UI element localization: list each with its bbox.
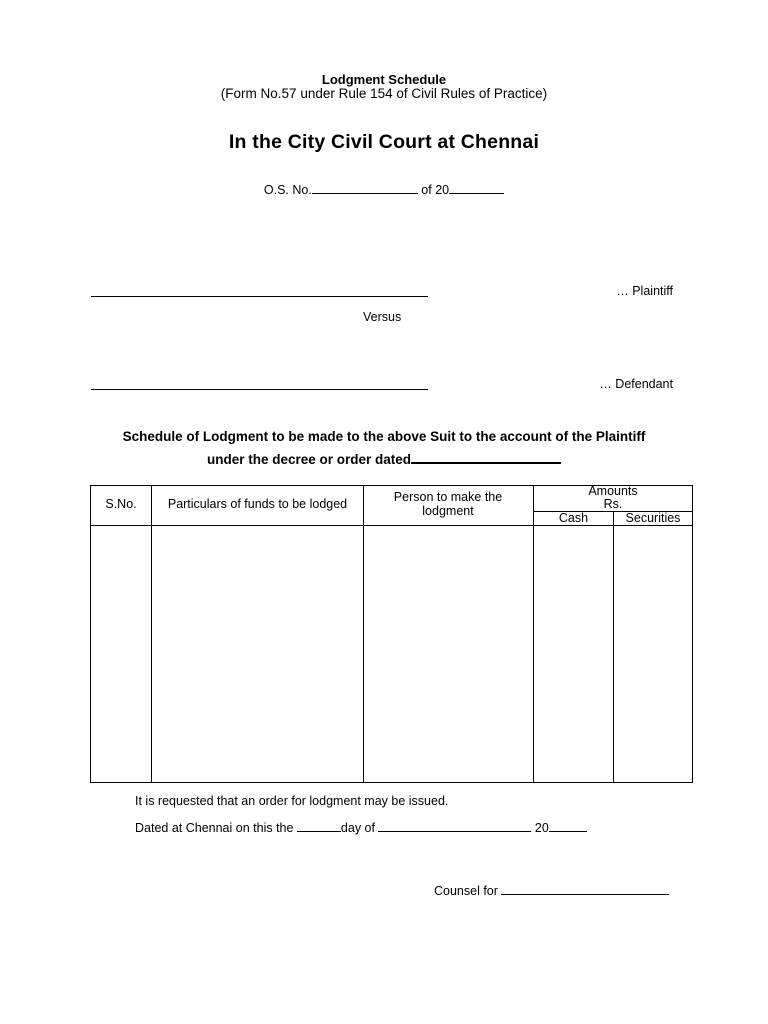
- schedule-decree-line: [0, 452, 768, 467]
- counsel-blank[interactable]: [501, 893, 669, 895]
- table-border-right: [692, 485, 693, 783]
- column-header-securities: Securities: [625, 511, 681, 525]
- dated-line: [135, 821, 587, 835]
- plaintiff-name-blank[interactable]: [91, 296, 428, 297]
- dated-year-blank[interactable]: [549, 830, 587, 832]
- decree-date-blank[interactable]: [411, 461, 561, 464]
- counsel-label: Counsel for: [434, 884, 502, 898]
- versus-label: Versus: [363, 310, 402, 324]
- dated-prefix: Dated at Chennai on this the: [135, 821, 297, 835]
- court-title: In the City Civil Court at Chennai: [228, 131, 540, 153]
- column-header-amounts: Amounts: [588, 484, 638, 498]
- os-year-blank[interactable]: [449, 192, 504, 194]
- schedule-heading: Schedule of Lodgment to be made to the above Suit to the account of the Plaintiff: [122, 429, 646, 444]
- lodgment-request-text: It is requested that an order for lodgment may be issued.: [135, 794, 449, 808]
- defendant-label: … Defendant: [599, 377, 673, 391]
- table-border-bottom: [90, 782, 693, 783]
- dated-month-blank[interactable]: [378, 830, 531, 832]
- form-subtitle: (Form No.57 under Rule 154 of Civil Rules of Practice): [220, 86, 548, 101]
- dated-day-blank[interactable]: [297, 830, 341, 832]
- column-header-sno: S.No.: [105, 497, 137, 511]
- os-number-blank[interactable]: [312, 192, 418, 194]
- os-year-label: of 20: [417, 183, 450, 197]
- counsel-line: [434, 884, 669, 898]
- column-header-particulars: Particulars of funds to be lodged: [167, 497, 348, 511]
- column-header-cash: Cash: [558, 511, 589, 525]
- column-header-rs: Rs.: [603, 497, 623, 511]
- defendant-name-blank[interactable]: [91, 389, 428, 390]
- table-body-empty[interactable]: [91, 526, 692, 782]
- form-title: Lodgment Schedule: [321, 72, 447, 87]
- dated-day-label: day of: [340, 821, 379, 835]
- decree-label: under the decree or order dated: [206, 452, 412, 467]
- os-number-label: O.S. No.: [263, 183, 312, 197]
- column-header-person: Person to make the lodgment: [393, 490, 503, 518]
- dated-year-label: 20: [531, 821, 549, 835]
- os-number-line: [0, 183, 768, 197]
- plaintiff-label: … Plaintiff: [616, 284, 673, 298]
